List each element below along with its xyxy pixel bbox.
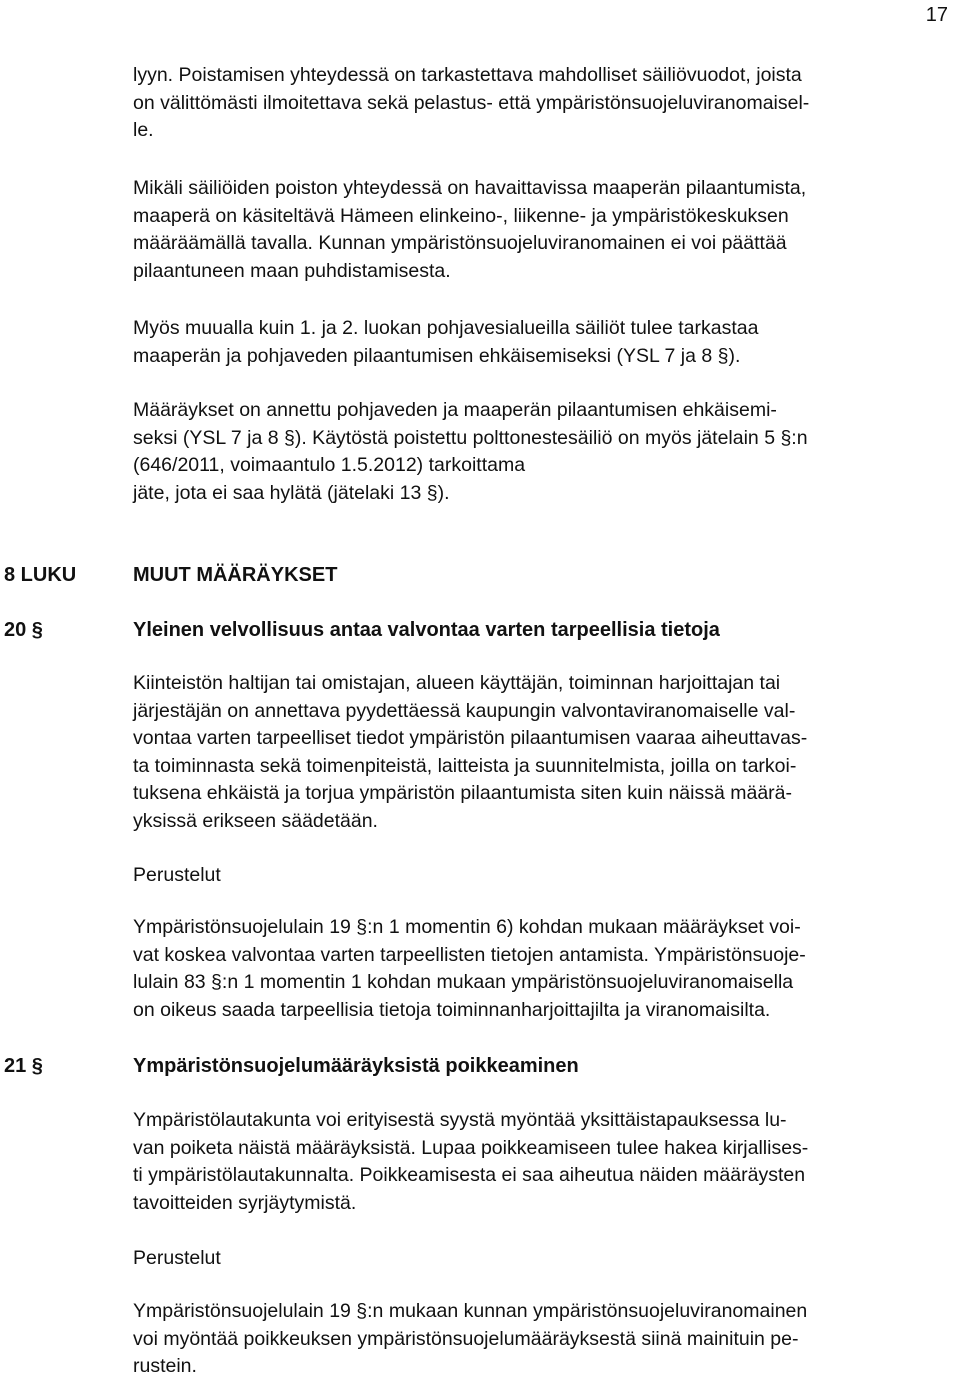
text-line: voi myöntää poikkeuksen ympäristönsuojelumääräyksestä siinä mainituin pe- (133, 1327, 799, 1350)
text-line: tavoitteiden syrjäytymistä. (133, 1191, 357, 1214)
text-line: on oikeus saada tarpeellisia tietoja toiminnanharjoittajilta ja viranomaisilta. (133, 998, 771, 1021)
text-line: määräämällä tavalla. Kunnan ympäristönsuojeluviranomainen ei voi päättää (133, 232, 787, 254)
section-title: Yleinen velvollisuus antaa valvontaa varten tarpeellisia tietoja (133, 619, 720, 641)
section-number: 21 § (4, 1055, 43, 1077)
text-line: seksi (YSL 7 ja 8 §). Käytöstä poistettu polttonestesäiliö on myös jätelain 5 §:n (133, 426, 808, 449)
text-line: vat koskea valvontaa varten tarpeellisten tietojen antamista. Ympäristönsuoje- (133, 943, 806, 966)
text-line: rustein. (133, 1355, 197, 1377)
intro-paragraph-2 (133, 175, 806, 285)
page-number: 17 (925, 4, 948, 26)
text-line: le. (133, 119, 154, 141)
text-line: Mikäli säiliöiden poiston yhteydessä on havaittavissa maaperän pilaantumista, (133, 177, 807, 199)
section-title: Ympäristönsuojelumääräyksistä poikkeaminen (133, 1055, 579, 1077)
text-line: ti ympäristölautakunnalta. Poikkeamisesta ei saa aiheutua näiden määräysten (133, 1164, 806, 1186)
text-line: Kiinteistön haltijan tai omistajan, alueen käyttäjän, toiminnan harjoittajan tai (133, 672, 781, 694)
intro-paragraph-3 (133, 315, 758, 370)
text-line: tuksena ehkäistä ja torjua ympäristön pilaantumista siten kuin näissä määrä- (133, 782, 793, 804)
section-20-body (133, 670, 807, 835)
text-line: (646/2011, voimaantulo 1.5.2012) tarkoittama (133, 454, 526, 476)
section-20-rationale-label (133, 862, 221, 890)
text-line: lyyn. Poistamisen yhteydessä on tarkastettava mahdolliset säiliövuodot, joista (133, 64, 802, 86)
chapter-title: MUUT MÄÄRÄYKSET (133, 564, 338, 586)
text-line: maaperän ja pohjaveden pilaantumisen ehkäisemiseksi (YSL 7 ja 8 §). (133, 344, 741, 367)
section-20-rationale (133, 914, 806, 1024)
rationale-label: Perustelut (133, 864, 221, 886)
text-line: on välittömästi ilmoitettava sekä pelastus- että ympäristönsuojeluviranomaisel- (133, 91, 810, 114)
text-line: Määräykset on annettu pohjaveden ja maaperän pilaantumisen ehkäisemi- (133, 399, 777, 421)
section-21-rationale (133, 1298, 807, 1381)
text-line: pilaantuneen maan puhdistamisesta. (133, 259, 451, 282)
section-21-rationale-label (133, 1245, 221, 1273)
text-line: Ympäristönsuojelulain 19 §:n 1 momentin 6) kohdan mukaan määräykset voi- (133, 916, 801, 938)
text-line: ta toiminnasta sekä toimenpiteistä, laitteista ja suunnitelmista, joilla on tarkoi- (133, 754, 797, 777)
text-line: Ympäristönsuojelulain 19 §:n mukaan kunnan ympäristönsuojeluviranomainen (133, 1300, 808, 1322)
text-line: maaperä on käsiteltävä Hämeen elinkeino-, liikenne- ja ympäristökeskuksen (133, 204, 789, 227)
section-21-body (133, 1107, 808, 1217)
intro-paragraph-1 (133, 62, 809, 145)
text-line: yksissä erikseen säädetään. (133, 809, 378, 832)
section-number: 20 § (4, 619, 43, 641)
text-line: Ympäristölautakunta voi erityisestä syystä myöntää yksittäistapauksessa lu- (133, 1109, 787, 1131)
rationale-label: Perustelut (133, 1247, 221, 1269)
text-line: järjestäjän on annettava pyydettäessä kaupungin valvontaviranomaiselle val- (133, 699, 796, 722)
text-line: lulain 83 §:n 1 momentin 1 kohdan mukaan ympäristönsuojeluviranomaisella (133, 971, 794, 993)
text-line: vontaa varten tarpeelliset tiedot ympäristön pilaantumisen vaaraa aiheuttavas- (133, 727, 808, 749)
text-line: jäte, jota ei saa hylätä (jätelaki 13 §). (133, 481, 450, 504)
text-line: van poiketa näistä määräyksistä. Lupaa poikkeamiseen tulee hakea kirjallises- (133, 1136, 809, 1159)
text-line: Myös muualla kuin 1. ja 2. luokan pohjavesialueilla säiliöt tulee tarkastaa (133, 317, 759, 339)
intro-paragraph-4 (133, 397, 808, 507)
chapter-number: 8 LUKU (4, 564, 77, 586)
